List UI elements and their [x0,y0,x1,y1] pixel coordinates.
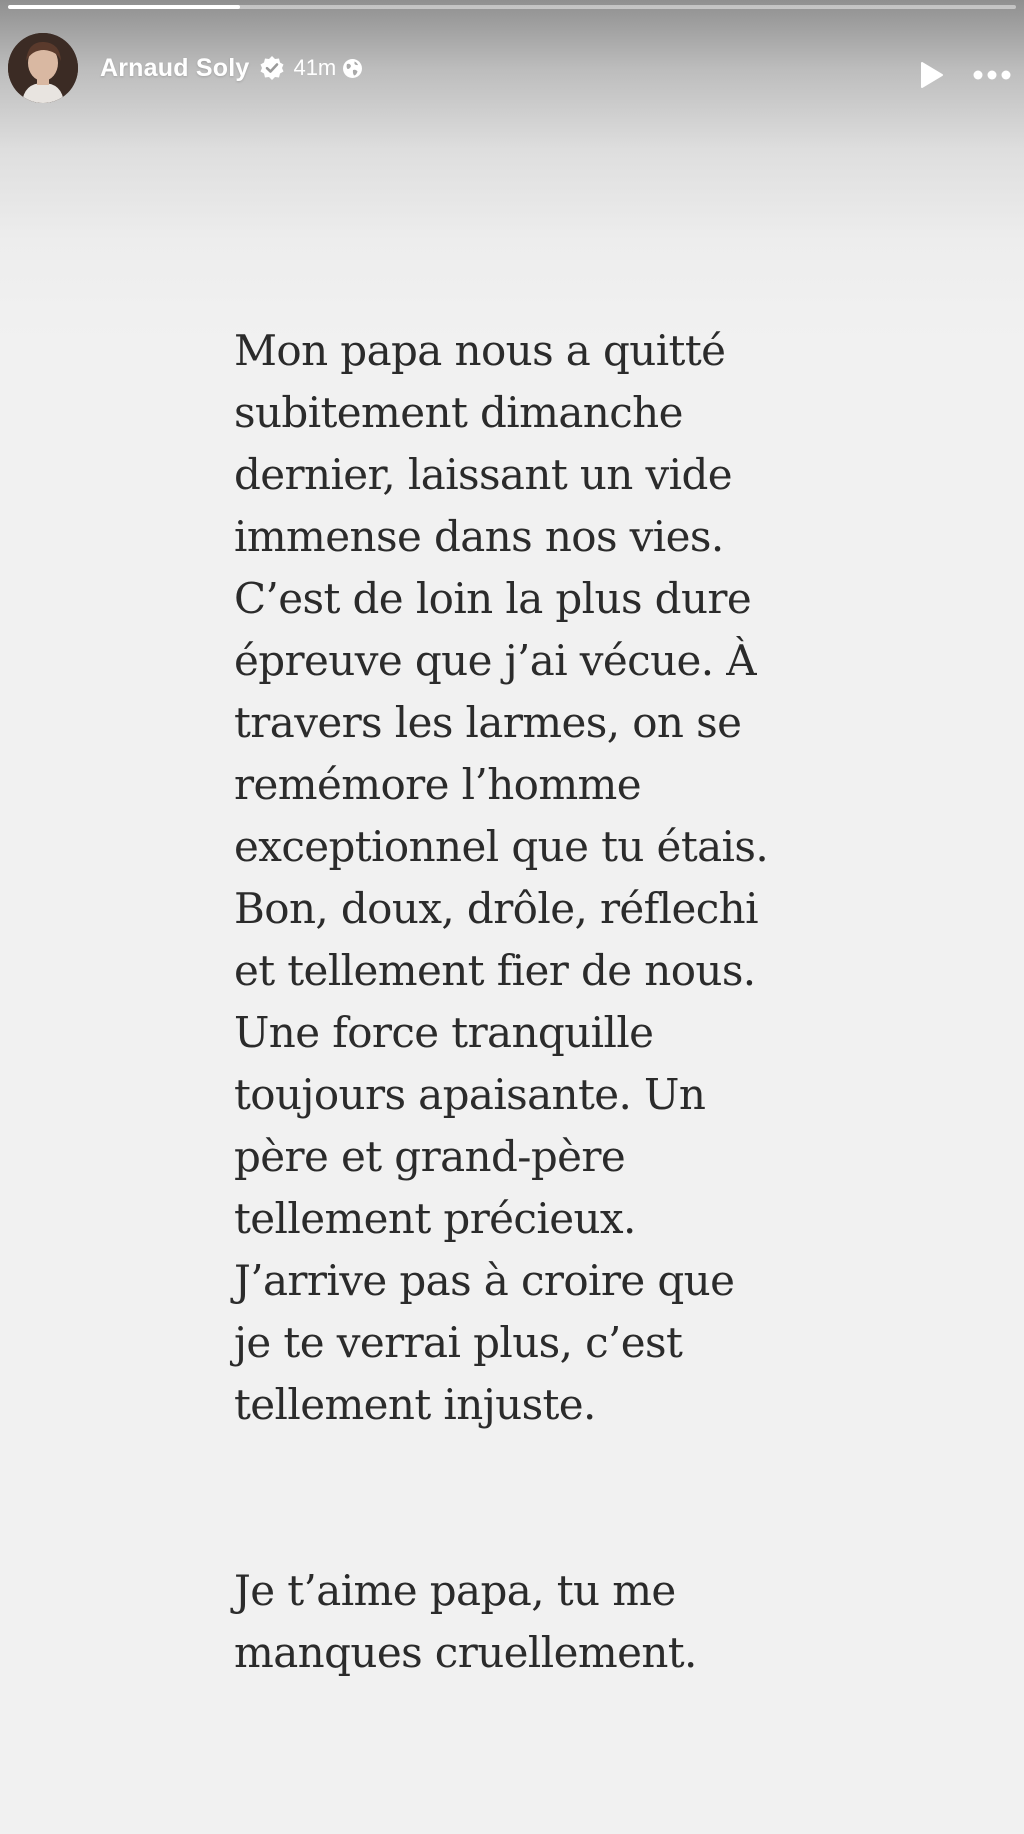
post-time: 41m [293,55,337,80]
play-icon[interactable] [916,60,946,90]
avatar[interactable] [8,33,78,103]
story-header [8,32,1016,104]
story-progress-fill [8,5,240,9]
verified-badge-icon [259,55,285,81]
story-text [234,258,814,1746]
author-name[interactable]: Arnaud Soly [100,53,250,82]
story-paragraph: Mon papa nous a quitté subitement dimanche dernier, laissant un vide immense dans nos vies. C’est de loin la plus dure épreuve que j’ai vécue. À travers les larmes, on se remémore l’homme exceptionnel que tu étais. Bon, doux, drôle, réflechi et tellement fier de nous. Une force tranquille toujours apaisante. Un père et grand-père tellement précieux. J’arrive pas à croire que je te verrai plus, c’est tellement injuste. [234,326,769,1429]
story-progress-bar [8,5,1016,9]
avatar-image [8,33,78,103]
story-paragraph: Je t’aime papa, tu me manques cruellement. [234,1566,697,1677]
more-dots-icon[interactable] [972,60,1012,90]
globe-icon [342,58,363,79]
